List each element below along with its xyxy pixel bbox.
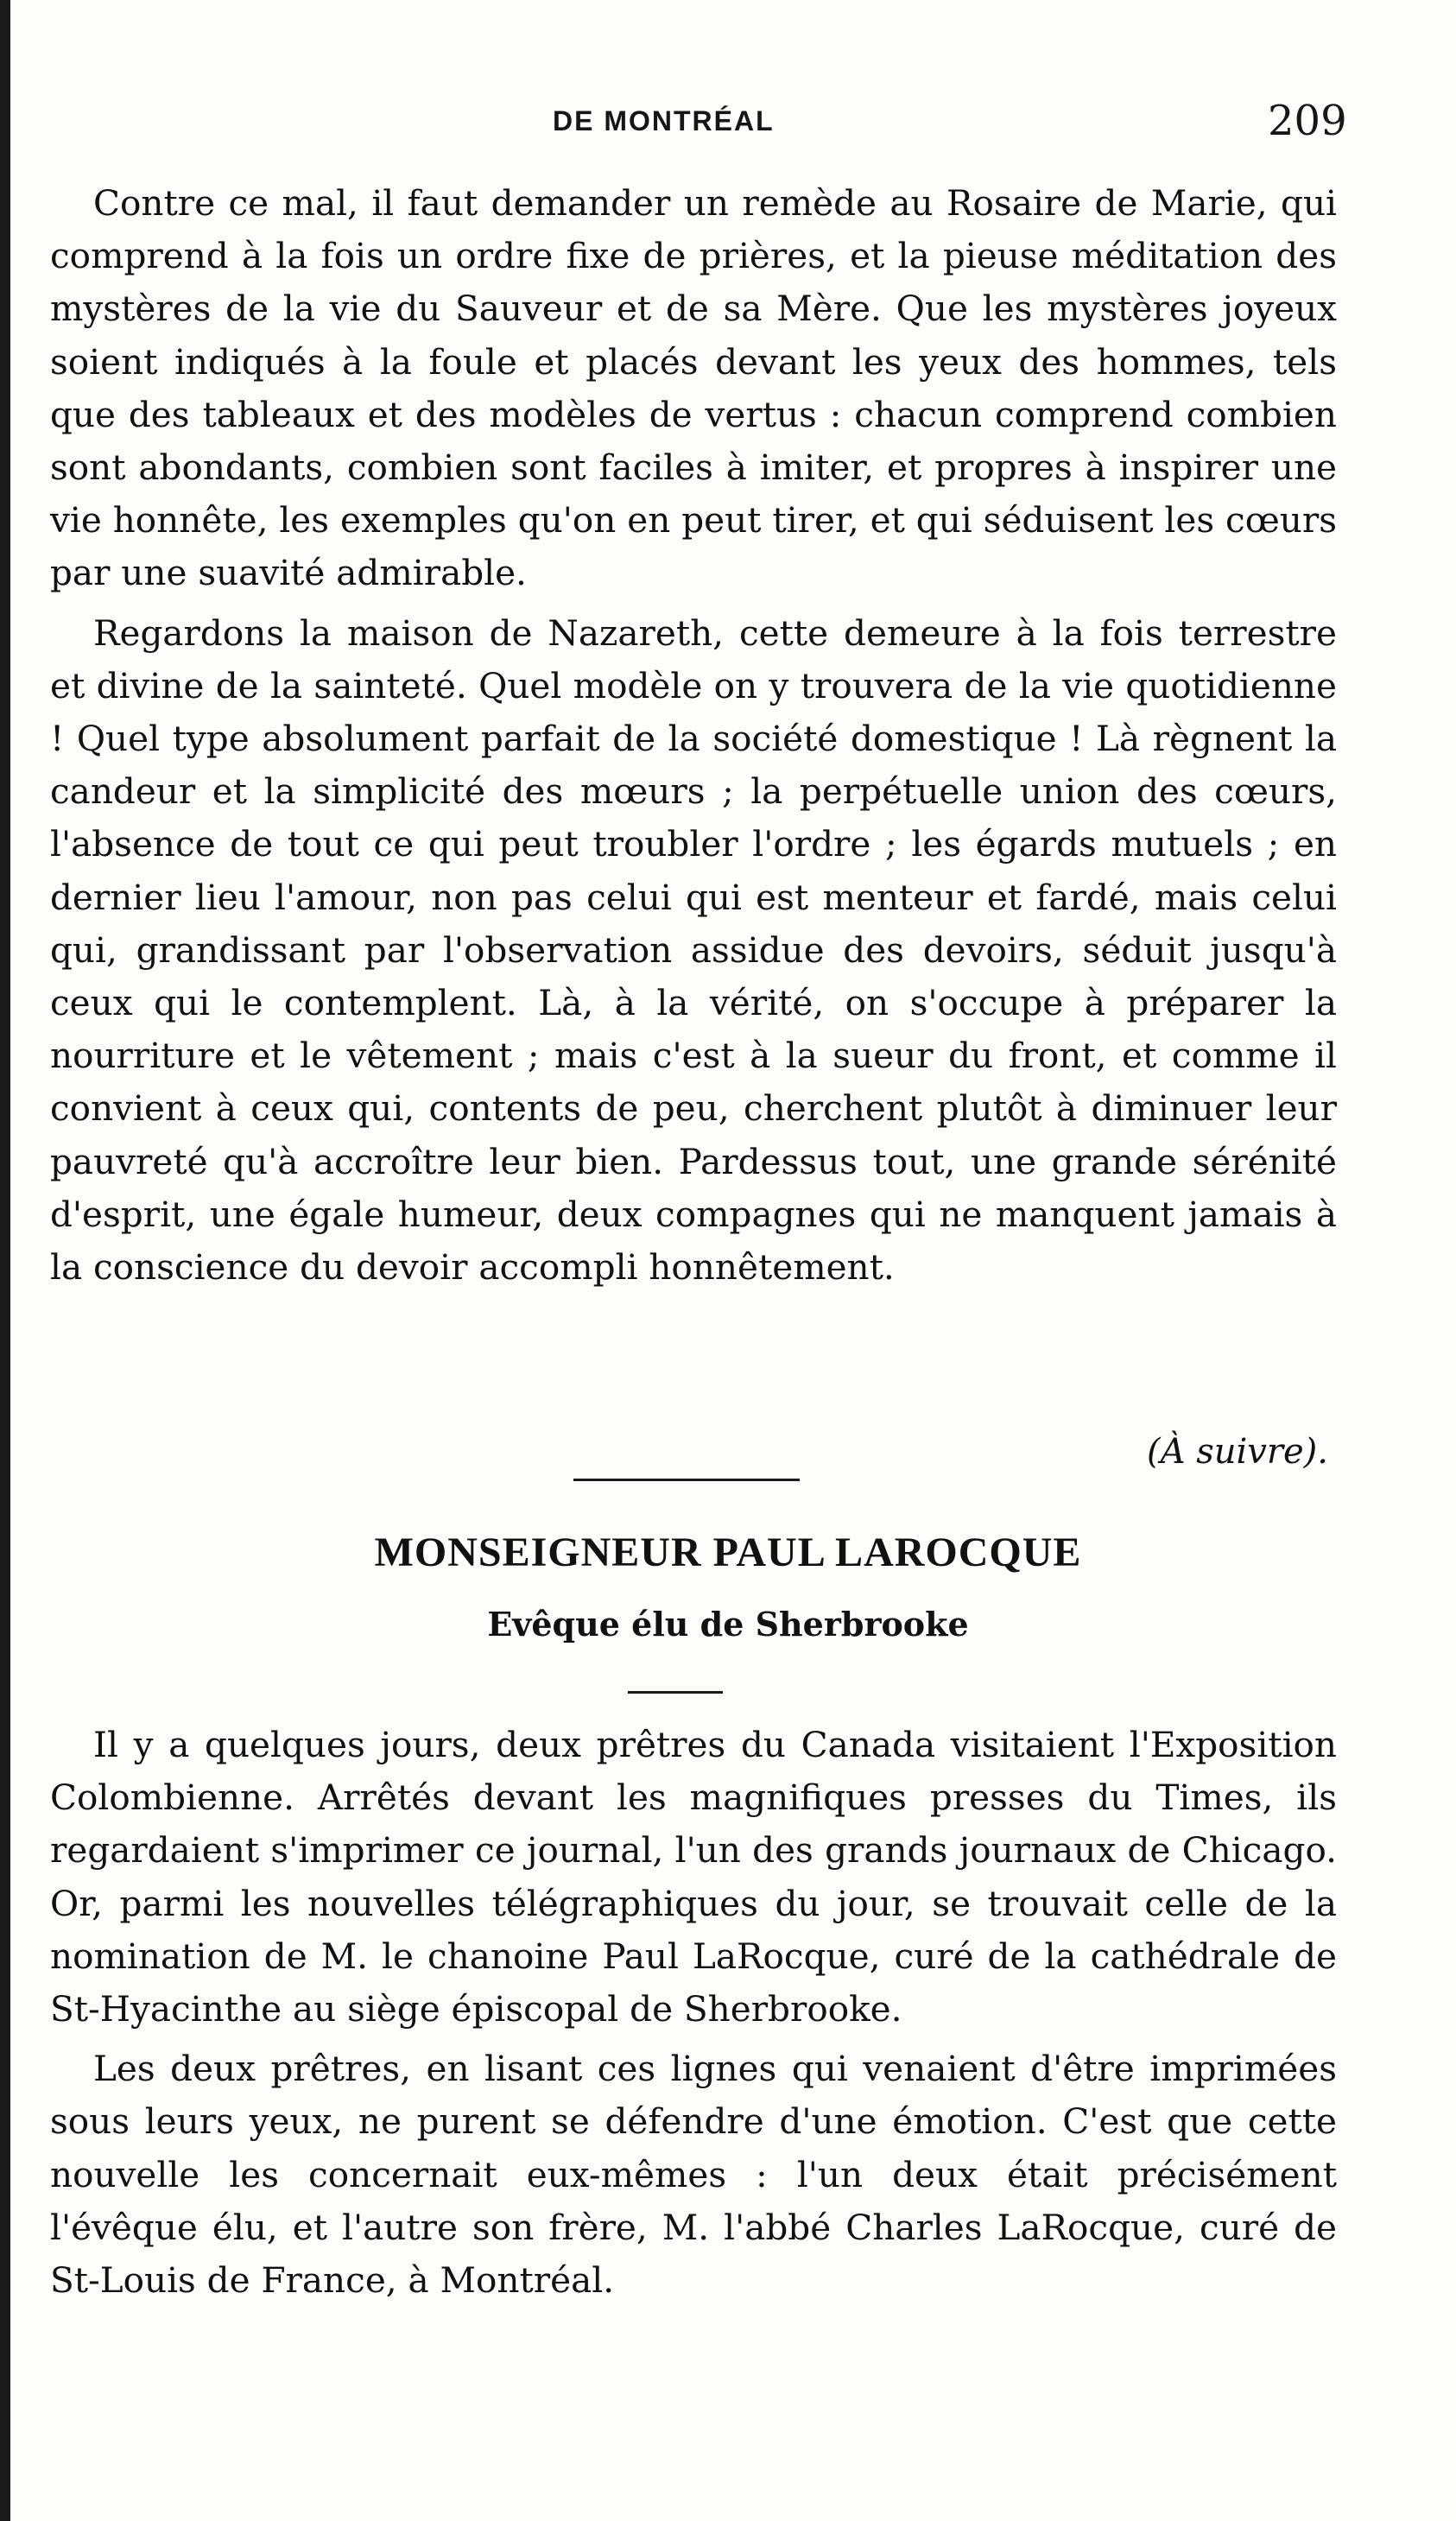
paragraph-rosary-remedy: Contre ce mal, il faut demander un remède au Rosaire de Marie, qui comprend à la fois un ordre fixe de prières, et la pieuse méditation des mystères de la vie du Sauveur et de sa Mère. Que les mystères joyeux soient indiqués à la foule et placés devant les yeux des hommes, tels que des tableaux et des modèles de vertus : chacun comprend combien sont abondants, combien sont faciles à imiter, et propres à inspirer une vie honnête, les exemples qu'on en peut tirer, et qui séduisent les cœurs par une suavité admirable. — [50, 182, 1337, 594]
section-divider — [573, 1479, 800, 1481]
article-title: MONSEIGNEUR PAUL LAROCQUE — [374, 1530, 1082, 1575]
page-number: 209 — [1268, 97, 1347, 145]
article-subtitle: Evêque élu de Sherbrooke — [487, 1605, 969, 1644]
paragraph-nazareth-house: Regardons la maison de Nazareth, cette demeure à la fois terrestre et divine de la sainteté. Quel modèle on y trouvera de la vie quotidienne ! Quel type absolument parfait de la société domestique ! Là règnent la candeur et la simplicité des mœurs ; la perpétuelle union des cœurs, l'absence de tout ce qui peut troubler l'ordre ; les égards mutuels ; en dernier lieu l'amour, non pas celui qui est menteur et fardé, mais celui qui, grandissant par l'observation assidue des devoirs, séduit jusqu'à ceux qui le contemplent. Là, à la vérité, on s'occupe à préparer la nourriture et le vêtement ; mais c'est à la sueur du front, et comme il convient à ceux qui, contents de peu, cherchent plutôt à diminuer leur pauvreté qu'à accroître leur bien. Pardessus tout, une grande sérénité d'esprit, une égale humeur, deux compagnes qui ne manquent jamais à la conscience du devoir accompli honnêtement. — [50, 611, 1337, 1289]
paragraph-exposition-visit: Il y a quelques jours, deux prêtres du Canada visitaient l'Exposition Colombienne. Arrêtés devant les magnifiques presses du Times, ils regardaient s'imprimer ce journal, l'un des grands journaux de Chicago. Or, parmi les nouvelles télégraphiques du jour, se trouvait celle de la nomination de M. le chanoine Paul LaRocque, curé de la cathédrale de St-Hyacinthe au siège épiscopal de Sherbrooke. — [50, 1724, 1337, 2030]
page-binding-edge — [0, 0, 10, 2521]
title-divider — [628, 1691, 723, 1694]
page-header — [0, 97, 1456, 149]
to-be-continued-note: (À suivre). — [1147, 1432, 1328, 1472]
running-head: DE MONTRÉAL — [553, 105, 775, 136]
rosary-text-section — [50, 177, 1337, 1294]
larocque-article-body — [50, 1719, 1337, 2307]
paragraph-priests-emotion: Les deux prêtres, en lisant ces lignes qui venaient d'être imprimées sous leurs yeux, ne purent se défendre d'une émotion. C'est que cette nouvelle les concernait eux-mêmes : l'un deux était précisément l'évêque élu, et l'autre son frère, M. l'abbé Charles LaRocque, curé de St-Louis de France, à Montréal. — [50, 2048, 1337, 2302]
